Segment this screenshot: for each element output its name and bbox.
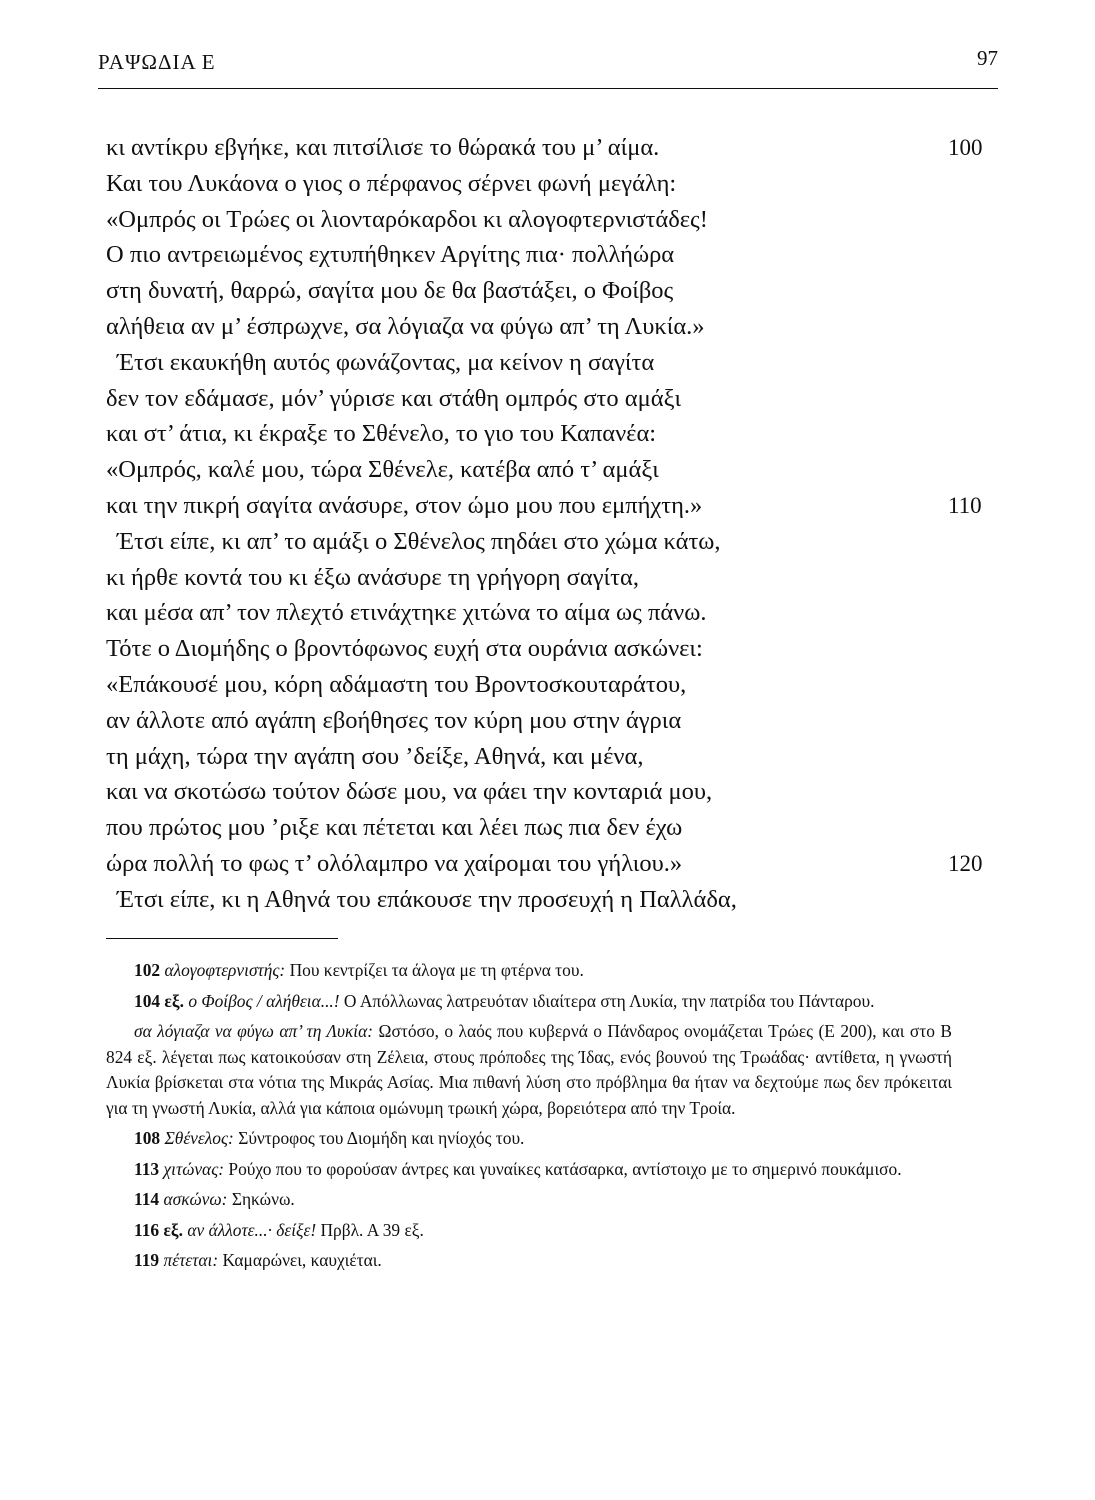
footnote bbox=[106, 1248, 952, 1274]
verse-line bbox=[0, 130, 1095, 166]
footnote-lemma: αν άλλοτε...· δείξε! bbox=[187, 1219, 317, 1240]
footnote-text: Ο Απόλλωνας λατρευόταν ιδιαίτερα στη Λυκία, την πατρίδα του Πάνταρου. bbox=[343, 990, 875, 1011]
footnote-text: Ωστόσο, ο λαός που κυβερνά ο Πάνδαρος ονομάζεται Τρώες (Ε 200), και στο Β 824 εξ. λέγεται πως κατοικούσαν στη Ζέλεια, στους πρόποδες της Ίδας, ενός βουνού της Τρωάδας· αντίθετα, η γνωστή Λυκία βρίσκεται στα νότια της Μικράς Ασίας. Μια πιθανή λύση στο πρόβλημα θα ήταν να δεχτούμε πως δεν πρόκειται για τη γνωστή Λυκία, αλλά για κάποια ομώνυμη τρωική χώρα, βορειότερα από την Τροία. bbox=[106, 1021, 953, 1118]
verse-line bbox=[0, 452, 1095, 488]
verse-line bbox=[0, 309, 1095, 345]
verse-text: κι αντίκρυ εβγήκε, και πιτσίλισε το θώρακά του μ’ αίμα. bbox=[106, 134, 660, 161]
poem-text bbox=[0, 130, 1095, 918]
footnote-ref: 119 bbox=[134, 1250, 160, 1270]
footnote-lemma: σα λόγιαζα να φύγω απ’ τη Λυκία: bbox=[134, 1021, 374, 1041]
verse-line bbox=[0, 524, 1095, 560]
verse-text: που πρώτος μου ’ριξε και πέτεται και λέει πως πια δεν έχω bbox=[106, 814, 683, 842]
verse-line bbox=[0, 703, 1095, 739]
verse-text: Έτσι εκαυκήθη αυτός φωνάζοντας, μα κείνον η σαγίτα bbox=[117, 348, 655, 376]
verse-text: δεν τον εδάμασε, μόν’ γύρισε και στάθη ομπρός στο αμάξι bbox=[106, 384, 682, 412]
footnote-ref: 113 bbox=[134, 1158, 160, 1179]
verse-text: και στ’ άτια, κι έκραξε το Σθένελο, το γιο του Καπανέα: bbox=[106, 420, 657, 448]
footnote-text: Ρούχο που το φορούσαν άντρες και γυναίκες κατάσαρκα, αντίστοιχο με το σημερινό πουκάμισο. bbox=[228, 1158, 902, 1179]
verse-line bbox=[0, 595, 1095, 631]
line-number: 100 bbox=[948, 135, 983, 160]
verse-line bbox=[0, 345, 1095, 381]
verse-text: και μέσα απ’ τον πλεχτό ετινάχτηκε χιτώνα το αίμα ως πάνω. bbox=[106, 599, 707, 627]
verse-text: «Ομπρός, καλέ μου, τώρα Σθένελε, κατέβα από τ’ αμάξι bbox=[106, 456, 659, 484]
verse-text: Τότε ο Διομήδης ο βροντόφωνος ευχή στα ουράνια ασκώνει: bbox=[106, 635, 703, 663]
verse-text: και να σκοτώσω τούτον δώσε μου, να φάει την κονταριά μου, bbox=[106, 778, 713, 806]
footnotes bbox=[106, 958, 952, 1279]
verse-text: κι ήρθε κοντά του κι έξω ανάσυρε τη γρήγορη σαγίτα, bbox=[106, 563, 639, 591]
verse-line bbox=[0, 416, 1095, 452]
footnote-ref: 116 εξ. bbox=[134, 1219, 184, 1240]
verse-line bbox=[0, 667, 1095, 703]
verse-line bbox=[0, 166, 1095, 202]
verse-line bbox=[0, 631, 1095, 667]
line-number: 110 bbox=[948, 492, 982, 518]
footnote bbox=[106, 1187, 952, 1213]
verse-line bbox=[0, 237, 1095, 273]
line-number: 120 bbox=[948, 850, 983, 876]
verse-text: στη δυνατή, θαρρώ, σαγίτα μου δε θα βαστάξει, ο Φοίβος bbox=[106, 277, 674, 305]
footnote-lemma: αλογοφτερνιστής: bbox=[164, 960, 286, 980]
verse-line bbox=[0, 381, 1095, 417]
verse-text: αλήθεια αν μ’ έσπρωχνε, σα λόγιαζα να φύγω απ’ τη Λυκία.» bbox=[106, 312, 705, 340]
verse-line bbox=[0, 774, 1095, 810]
footnote-ref: 104 εξ. bbox=[134, 990, 184, 1011]
running-title: ΡΑΨΩΔΙΑ Ε bbox=[98, 50, 216, 74]
footnote-lemma: ο Φοίβος / αλήθεια...! bbox=[188, 990, 340, 1011]
footnote bbox=[106, 1157, 952, 1183]
verse-text: και την πικρή σαγίτα ανάσυρε, στον ώμο μου που εμπήχτη.» bbox=[106, 491, 703, 519]
footnote bbox=[106, 989, 952, 1015]
footnote-ref: 102 bbox=[134, 960, 161, 980]
verse-line bbox=[0, 273, 1095, 309]
verse-line bbox=[0, 810, 1095, 846]
footnote-lemma: ασκώνω: bbox=[163, 1189, 228, 1209]
footnote bbox=[106, 958, 952, 984]
footnote-text: Σύντροφος του Διομήδη και ηνίοχός του. bbox=[238, 1128, 525, 1148]
footnote-lemma: χιτώνας: bbox=[163, 1158, 225, 1179]
verse-text: αν άλλοτε από αγάπη εβοήθησες τον κύρη μου στην άγρια bbox=[106, 706, 682, 734]
verse-text: «Ομπρός οι Τρώες οι λιονταρόκαρδοι κι αλογοφτερνιστάδες! bbox=[106, 205, 708, 233]
verse-line bbox=[0, 846, 1095, 882]
footnote bbox=[106, 1019, 952, 1121]
verse-text: Έτσι είπε, κι η Αθηνά του επάκουσε την προσευχή η Παλλάδα, bbox=[117, 885, 737, 913]
verse-line bbox=[0, 488, 1095, 524]
footnote-text: Σηκώνω. bbox=[231, 1189, 295, 1209]
verse-line bbox=[0, 202, 1095, 238]
footnote-text: Καμαρώνει, καυχιέται. bbox=[222, 1250, 382, 1270]
verse-text: «Επάκουσέ μου, κόρη αδάμαστη του Βροντοσκουταράτου, bbox=[106, 670, 687, 698]
verse-text: Και του Λυκάονα ο γιος ο πέρφανος σέρνει φωνή μεγάλη: bbox=[106, 169, 677, 197]
verse-text: Ο πιο αντρειωμένος εχτυπήθηκεν Αργίτης πια· πολλήώρα bbox=[106, 241, 675, 269]
verse-line bbox=[0, 560, 1095, 596]
page-header bbox=[98, 42, 998, 92]
footnote-rule bbox=[106, 938, 338, 939]
page-number: 97 bbox=[977, 46, 998, 70]
verse-text: ώρα πολλή το φως τ’ ολόλαμπρο να χαίρομαι του γήλιου.» bbox=[106, 849, 683, 877]
header-rule bbox=[98, 88, 998, 89]
footnote-ref: 108 bbox=[134, 1128, 161, 1148]
verse-text: Έτσι είπε, κι απ’ το αμάξι ο Σθένελος πηδάει στο χώμα κάτω, bbox=[117, 527, 721, 555]
footnote-text: Πρβλ. Α 39 εξ. bbox=[320, 1219, 424, 1240]
footnote bbox=[106, 1218, 952, 1244]
footnote-lemma: Σθένελος: bbox=[164, 1128, 234, 1148]
footnote-text: Που κεντρίζει τα άλογα με τη φτέρνα του. bbox=[289, 960, 584, 980]
footnote-ref: 114 bbox=[134, 1189, 160, 1209]
verse-line bbox=[0, 739, 1095, 775]
verse-text: τη μάχη, τώρα την αγάπη σου ’δείξε, Αθηνά, και μένα, bbox=[106, 742, 644, 770]
footnote bbox=[106, 1126, 952, 1152]
verse-line bbox=[0, 882, 1095, 918]
footnote-lemma: πέτεται: bbox=[163, 1250, 219, 1270]
